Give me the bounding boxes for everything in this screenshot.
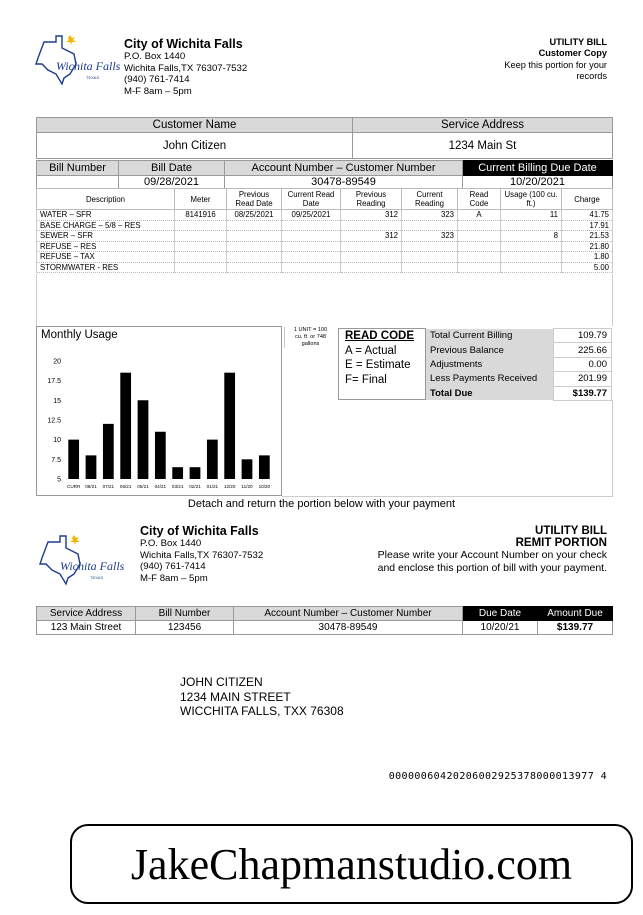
usage-row [37, 210, 613, 221]
totals-table [426, 328, 612, 401]
x-tick-label: 03/21 [171, 484, 184, 489]
unit-note-line-2: cu. ft. or 748 [294, 334, 327, 340]
usage-cell-prev-read [341, 220, 402, 231]
y-tick-label: 12.5 [47, 417, 61, 425]
usage-cell-prev-date: 08/25/2021 [227, 210, 282, 221]
col-curr-read-date: Current Read Date [282, 189, 341, 210]
mailing-address [180, 675, 344, 719]
usage-cell-desc: REFUSE – RES [37, 241, 175, 252]
previous-balance: 225.66 [554, 343, 612, 357]
usage-cell-code [458, 252, 501, 263]
city-state: Wichita Falls,TX 76307-7532 [124, 62, 248, 74]
remit-subtitle: REMIT PORTION [515, 537, 607, 549]
usage-cell-desc: WATER – SFR [37, 210, 175, 221]
usage-bar [68, 440, 79, 479]
usage-bar [138, 400, 149, 479]
total-current-billing: 109.79 [554, 329, 612, 343]
usage-cell-meter: 8141916 [175, 210, 227, 221]
usage-cell-charge: 1.80 [562, 252, 613, 263]
phone: (940) 761-7414 [124, 74, 190, 86]
keep-note-1: Keep this portion for your [504, 59, 607, 70]
read-code-legend [338, 328, 426, 400]
usage-cell-prev-read [341, 252, 402, 263]
svg-text:TEXAS: TEXAS [90, 575, 104, 580]
keep-note-2: records [576, 71, 607, 82]
usage-row [37, 241, 613, 252]
remit-bill-number: 123456 [136, 621, 234, 635]
chart-title: Monthly Usage [41, 329, 118, 341]
usage-cell-code [458, 220, 501, 231]
usage-cell-desc: BASE CHARGE – 5/8 – RES [37, 220, 175, 231]
usage-cell-charge: 5.00 [562, 262, 613, 273]
remit-bill-header: Bill Number [136, 607, 234, 621]
remit-account-header: Account Number – Customer Number [234, 607, 463, 621]
x-tick-label: 01/21 [206, 484, 219, 489]
usage-cell-curr-date [282, 252, 341, 263]
remit-amount-due-header: Amount Due [538, 607, 613, 621]
x-tick-label: 07/21 [102, 484, 115, 489]
usage-row [37, 220, 613, 231]
remit-due-date-header: Due Date [463, 607, 538, 621]
usage-cell-prev-date [227, 220, 282, 231]
city-name: City of Wichita Falls [124, 37, 243, 51]
usage-cell-meter [175, 241, 227, 252]
usage-cell-curr-read [402, 241, 458, 252]
usage-cell-usage: 11 [501, 210, 562, 221]
bill-date-header: Bill Date [119, 161, 225, 176]
usage-cell-curr-read [402, 220, 458, 231]
total-current-billing-label: Total Current Billing [426, 329, 554, 343]
usage-cell-curr-date: 09/25/2021 [282, 210, 341, 221]
x-tick-label: CURR [67, 484, 81, 489]
usage-cell-curr-read [402, 252, 458, 263]
usage-cell-meter [175, 252, 227, 263]
usage-cell-curr-date [282, 231, 341, 242]
payments-received-label: Less Payments Received [426, 372, 554, 386]
remit-account-number: 30478-89549 [234, 621, 463, 635]
service-address-header: Service Address [353, 118, 613, 133]
customer-name: John Citizen [37, 133, 353, 159]
svg-text:Wichita Falls: Wichita Falls [60, 559, 125, 573]
adjustments-label: Adjustments [426, 357, 554, 371]
usage-cell-usage [501, 241, 562, 252]
usage-table-header-row [37, 189, 613, 210]
x-tick-label: 10/20 [258, 484, 271, 489]
remit-hours: M-F 8am – 5pm [140, 572, 208, 584]
usage-bar [172, 467, 183, 479]
usage-cell-prev-date [227, 252, 282, 263]
usage-cell-prev-date [227, 231, 282, 242]
due-date-header: Current Billing Due Date [463, 161, 613, 176]
usage-cell-code [458, 262, 501, 273]
col-prev-read-date: Previous Read Date [227, 189, 282, 210]
usage-cell-curr-read: 323 [402, 210, 458, 221]
unit-note-line-1: 1 UNIT = 100 [293, 327, 328, 333]
usage-cell-charge: 21.80 [562, 241, 613, 252]
read-code-title: READ CODE [345, 330, 415, 342]
detach-text: Detach and return the portion below with your payment [187, 498, 456, 510]
customer-copy-subtitle: Customer Copy [538, 48, 607, 59]
y-tick-label: 5 [57, 476, 61, 484]
x-tick-label: 05/21 [137, 484, 149, 489]
usage-bar [86, 455, 97, 479]
usage-cell-meter [175, 262, 227, 273]
col-usage: Usage (100 cu. ft.) [501, 189, 562, 210]
unit-note [284, 327, 336, 348]
summary-bottom-border [282, 496, 613, 497]
mailing-name: JOHN CITIZEN [180, 675, 263, 689]
usage-bar [259, 455, 270, 479]
remit-phone: (940) 761-7414 [140, 561, 206, 573]
usage-cell-usage [501, 262, 562, 273]
usage-cell-meter [175, 220, 227, 231]
usage-cell-usage [501, 220, 562, 231]
y-tick-label: 17.5 [47, 378, 61, 386]
usage-cell-code: A [458, 210, 501, 221]
usage-cell-code [458, 231, 501, 242]
col-description: Description [37, 189, 175, 210]
usage-bar [103, 424, 114, 479]
usage-row [37, 231, 613, 242]
utility-bill-title: UTILITY BILL [549, 37, 607, 47]
usage-cell-prev-date [227, 262, 282, 273]
usage-table [36, 188, 613, 273]
remit-po-box: P.O. Box 1440 [140, 538, 202, 549]
hours: M-F 8am – 5pm [124, 85, 192, 97]
remit-texas-logo-icon [38, 534, 125, 586]
usage-cell-prev-read: 312 [341, 231, 402, 242]
mailing-street: 1234 MAIN STREET [180, 689, 291, 704]
previous-balance-label: Previous Balance [426, 343, 554, 357]
usage-row [37, 252, 613, 263]
read-code-actual: A = Actual [345, 345, 397, 357]
usage-bar-chart [37, 327, 281, 495]
bill-info-table [36, 160, 613, 189]
usage-cell-code [458, 241, 501, 252]
usage-cell-desc: SEWER – SFR [37, 231, 175, 242]
remit-table [36, 606, 613, 635]
usage-bar [224, 373, 235, 479]
usage-cell-charge: 41.75 [562, 210, 613, 221]
y-tick-label: 10 [53, 437, 61, 445]
watermark-box [70, 824, 633, 904]
col-read-code: Read Code [458, 189, 501, 210]
usage-cell-charge: 21.53 [562, 231, 613, 242]
col-prev-reading: Previous Reading [341, 189, 402, 210]
due-date: 10/20/2021 [463, 176, 613, 189]
remit-address-block [140, 524, 263, 584]
usage-bar [190, 467, 201, 479]
usage-cell-prev-date [227, 241, 282, 252]
x-tick-label: 06/21 [119, 484, 132, 489]
y-tick-label: 15 [53, 397, 61, 405]
read-code-final: F= Final [345, 374, 387, 386]
usage-cell-curr-date [282, 241, 341, 252]
usage-bar [207, 440, 218, 479]
account-header: Account Number – Customer Number [225, 161, 463, 176]
bill-date: 09/28/2021 [119, 176, 225, 189]
summary-right-border [612, 400, 613, 496]
usage-cell-curr-date [282, 262, 341, 273]
city-address-block [124, 37, 247, 97]
remit-city-logo [38, 534, 125, 586]
usage-cell-desc: STORMWATER - RES [37, 262, 175, 273]
svg-text:Wichita Falls: Wichita Falls [56, 59, 121, 73]
remit-service-header: Service Address [37, 607, 136, 621]
usage-cell-usage [501, 252, 562, 263]
usage-cell-meter [175, 231, 227, 242]
service-address: 1234 Main St [353, 133, 613, 159]
col-curr-reading: Current Reading [402, 189, 458, 210]
adjustments: 0.00 [554, 357, 612, 371]
remit-note-1: Please write your Account Number on your check [377, 549, 607, 561]
usage-bar [155, 432, 166, 479]
remit-amount-due: $139.77 [538, 621, 613, 635]
usage-cell-charge: 17.91 [562, 220, 613, 231]
remit-label [327, 525, 607, 575]
texas-logo-icon [34, 34, 121, 86]
usage-cell-curr-date [282, 220, 341, 231]
usage-row [37, 262, 613, 273]
remit-due-date: 10/20/21 [463, 621, 538, 635]
remit-city-name: City of Wichita Falls [140, 524, 259, 538]
read-code-estimate: E = Estimate [345, 359, 411, 371]
col-meter: Meter [175, 189, 227, 210]
remit-note-2: and enclose this portion of bill with your payment. [377, 562, 607, 574]
customer-copy-label [447, 37, 607, 83]
x-tick-label: 08/21 [85, 484, 97, 489]
watermark-text: JakeChapmanstudio.com [130, 839, 573, 889]
customer-table [36, 117, 613, 159]
col-charge: Charge [562, 189, 613, 210]
x-tick-label: 02/21 [189, 484, 201, 489]
bill-number-header: Bill Number [37, 161, 119, 176]
y-tick-label: 20 [53, 358, 61, 366]
usage-cell-curr-read [402, 262, 458, 273]
x-tick-label: 04/21 [154, 484, 167, 489]
po-box: P.O. Box 1440 [124, 51, 186, 62]
monthly-usage-chart [36, 326, 282, 496]
total-due: $139.77 [554, 386, 612, 400]
x-tick-label: 11/20 [241, 484, 253, 489]
unit-note-line-3: gallons [301, 341, 320, 347]
usage-cell-desc: REFUSE – TAX [37, 252, 175, 263]
usage-cell-curr-read: 323 [402, 231, 458, 242]
remit-city-state: Wichita Falls,TX 76307-7532 [140, 549, 264, 561]
usage-cell-prev-read: 312 [341, 210, 402, 221]
remit-title: UTILITY BILL [535, 525, 607, 537]
remit-service-address: 123 Main Street [37, 621, 136, 635]
svg-text:TEXAS: TEXAS [86, 75, 100, 80]
usage-cell-prev-read [341, 262, 402, 273]
usage-bar [242, 459, 253, 479]
payments-received: 201.99 [554, 372, 612, 386]
usage-table-blank-area [36, 274, 613, 326]
city-logo [34, 34, 121, 86]
x-tick-label: 12/20 [223, 484, 236, 489]
total-due-label: Total Due [426, 386, 554, 400]
usage-cell-usage: 8 [501, 231, 562, 242]
mailing-city: WICCHITA FALLS, TXX 76308 [180, 704, 344, 718]
account-number: 30478-89549 [225, 176, 463, 189]
scanline: 00000060420206002925378000013977 4 [388, 771, 607, 782]
usage-cell-prev-read [341, 241, 402, 252]
y-tick-label: 7.5 [51, 456, 61, 464]
usage-bar [120, 373, 131, 479]
customer-name-header: Customer Name [37, 118, 353, 133]
bill-number [37, 176, 119, 189]
